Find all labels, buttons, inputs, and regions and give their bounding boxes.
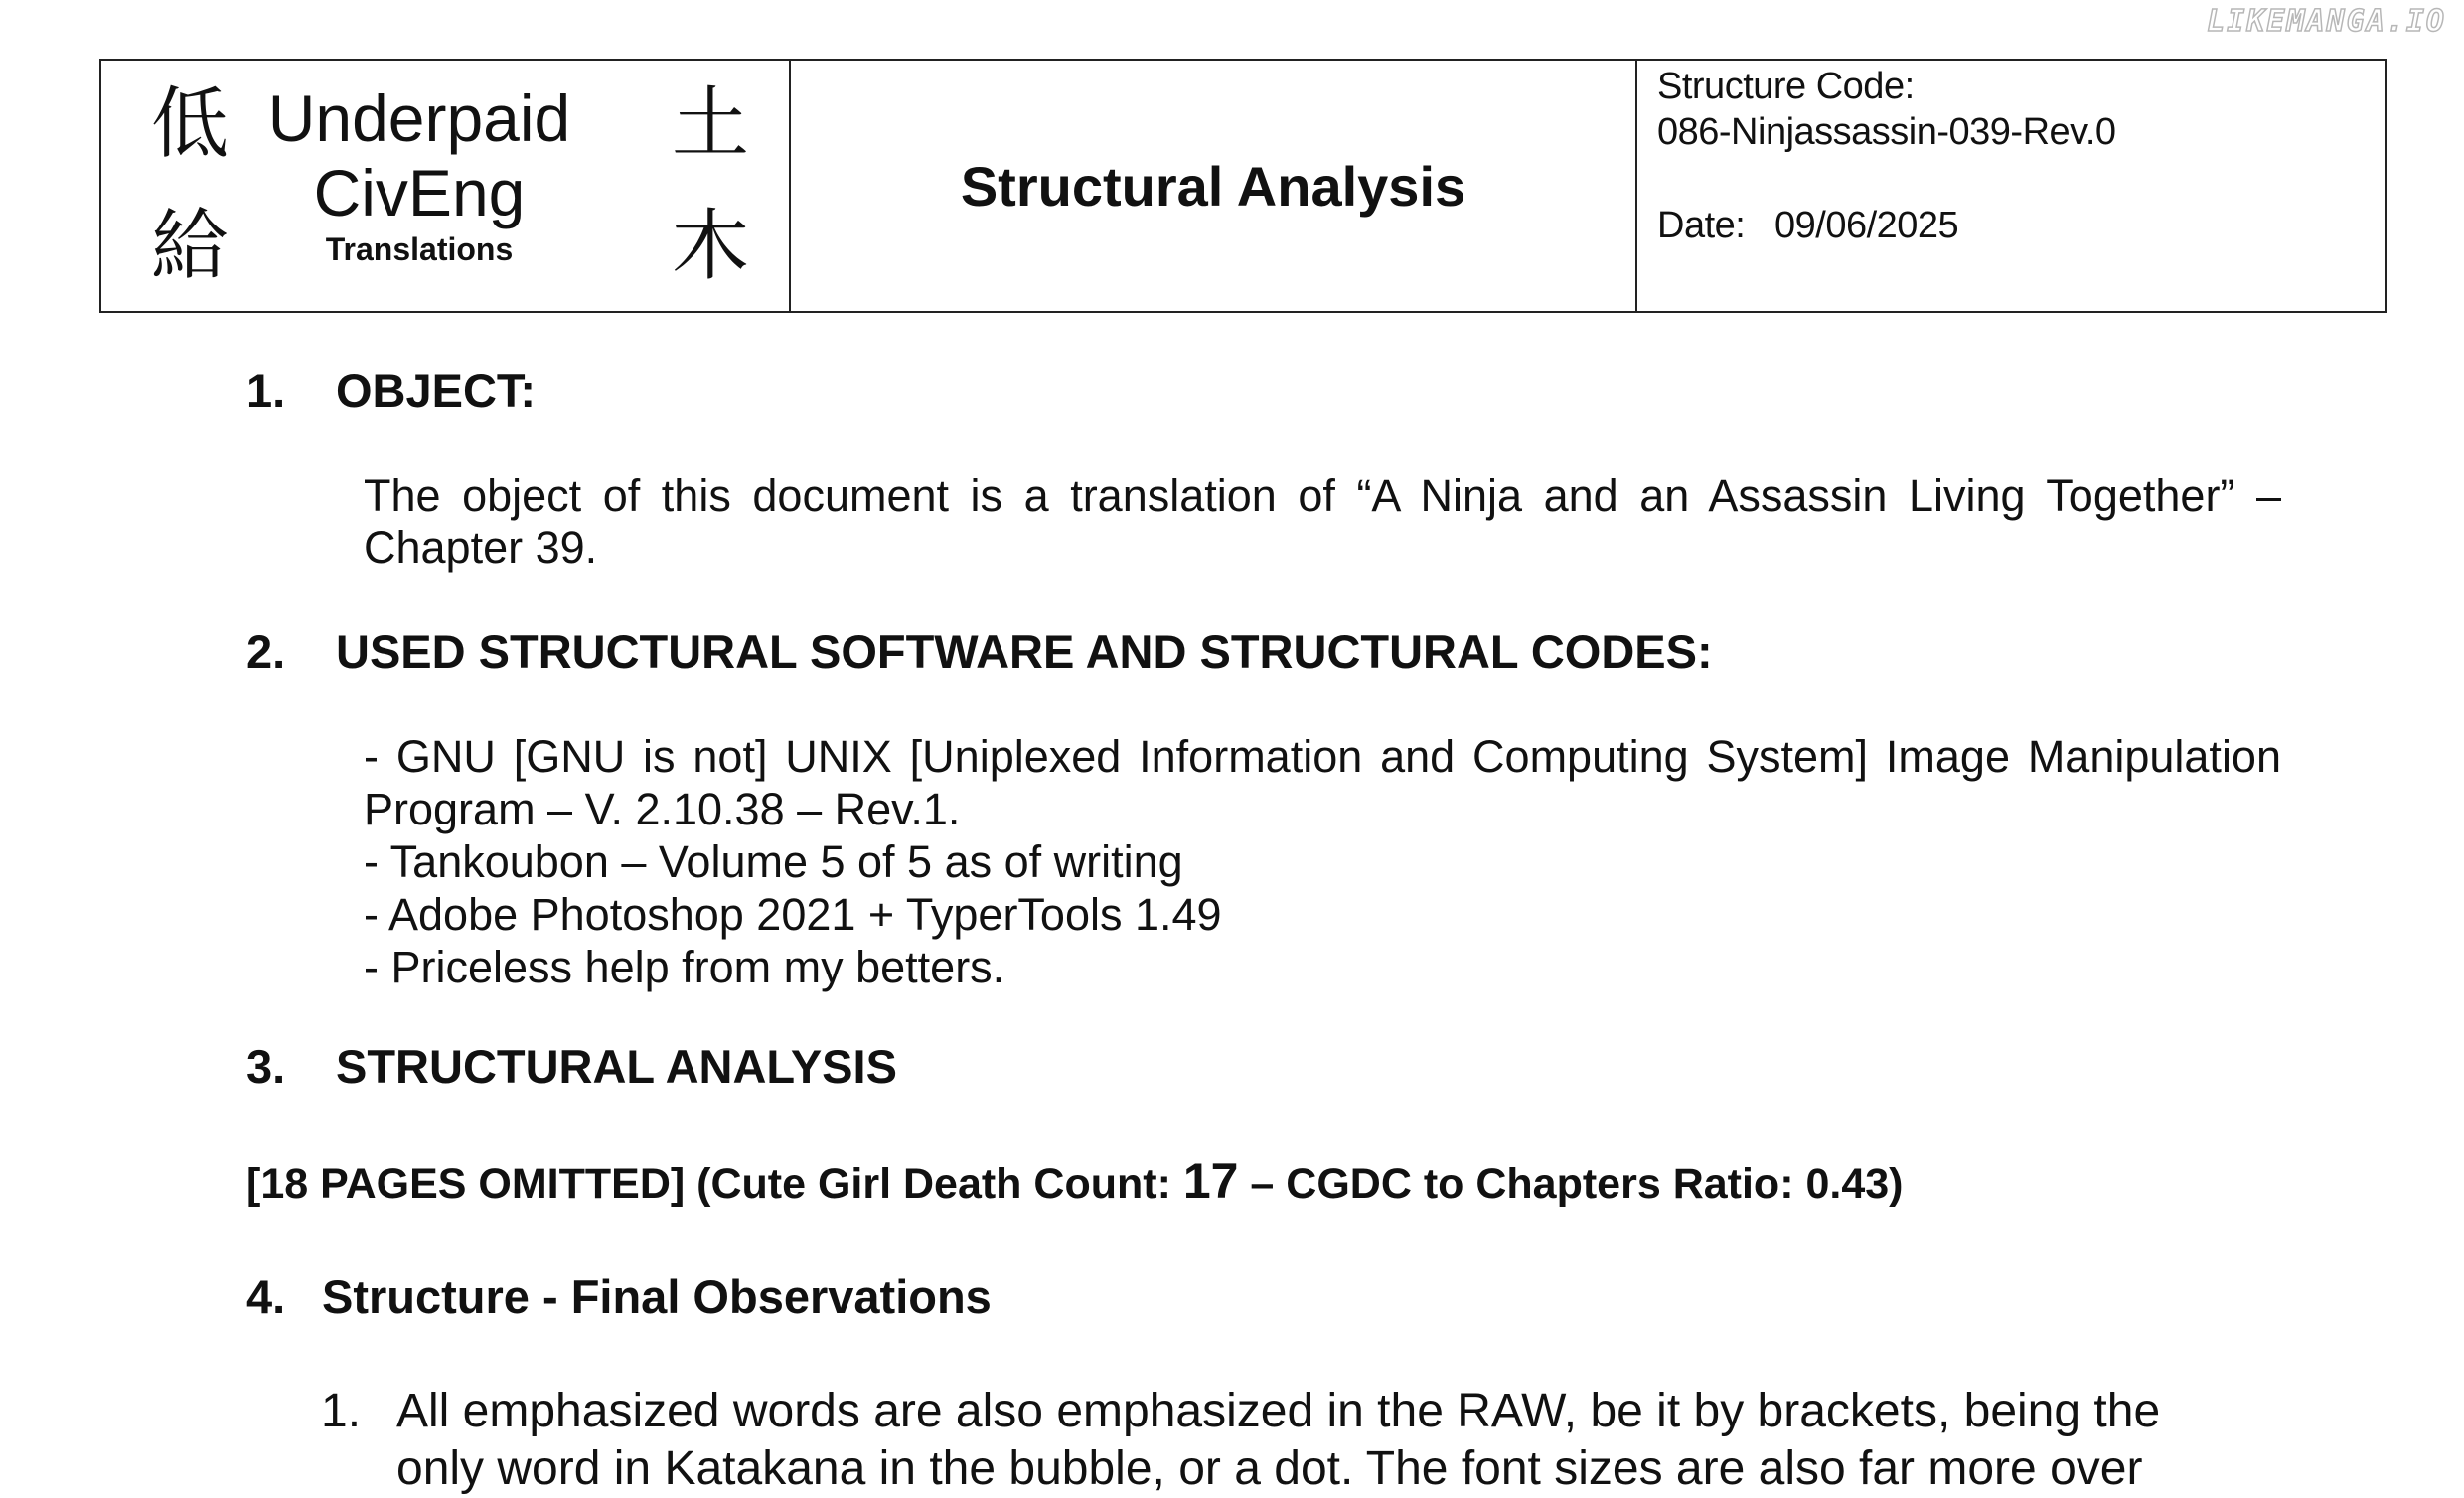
- section-title: OBJECT:: [336, 365, 537, 417]
- kanji-top-left: 低: [151, 79, 230, 169]
- death-count: 17: [1182, 1153, 1239, 1209]
- paragraph-line: The object of this document is a translation of “A Ninja and an Assassin Living Together” –: [364, 470, 2281, 521]
- omitted-pages-note: [246, 1152, 1903, 1210]
- list-item-line: only word in Katakana in the bubble, or a dot. The font sizes are also far more over: [396, 1442, 2143, 1495]
- software-list: [364, 730, 2281, 993]
- logo-line-underpaid: Underpaid: [267, 81, 571, 155]
- kanji-bottom-right: 木: [672, 202, 750, 291]
- kanji-top-right: 土: [672, 79, 750, 169]
- list-item-number: 1.: [321, 1385, 362, 1437]
- object-paragraph: [364, 469, 2281, 574]
- section-heading-software: [246, 624, 1713, 678]
- section-number: 1.: [246, 365, 286, 417]
- structure-code-label: Structure Code:: [1657, 66, 1915, 107]
- document-title: Structural Analysis: [960, 154, 1466, 218]
- date-label: Date:: [1657, 205, 1746, 246]
- list-item: - Priceless help from my betters.: [364, 942, 1005, 992]
- list-item: - GNU [GNU is not] UNIX [Uniplexed Information and Computing System] Image Manipulation: [364, 731, 2281, 782]
- section-title: USED STRUCTURAL SOFTWARE AND STRUCTURAL CODES:: [336, 625, 1713, 677]
- document-header-table: [99, 59, 2387, 313]
- kanji-bottom-left: 給: [151, 202, 230, 291]
- structure-code-value: 086-Ninjassassin-039-Rev.0: [1657, 111, 2116, 153]
- logo-line-civeng: CivEng: [313, 156, 526, 229]
- section-number: 4.: [246, 1271, 286, 1323]
- date-value: 09/06/2025: [1774, 205, 1959, 246]
- title-cell: [791, 61, 1637, 311]
- logo-line-translations: Translations: [325, 231, 514, 267]
- section-heading-analysis: [246, 1039, 897, 1094]
- omitted-prefix: [18 PAGES OMITTED] (Cute Girl Death Count:: [246, 1160, 1183, 1208]
- section-heading-final: [246, 1270, 992, 1324]
- meta-cell: [1637, 61, 2385, 311]
- list-item: - Tankoubon – Volume 5 of 5 as of writing: [364, 836, 1183, 887]
- list-item: Program – V. 2.10.38 – Rev.1.: [364, 784, 961, 834]
- section-number: 3.: [246, 1040, 286, 1093]
- section-heading-object: [246, 364, 536, 418]
- list-item: - Adobe Photoshop 2021 + TyperTools 1.49: [364, 889, 1222, 940]
- section-number: 2.: [246, 625, 286, 677]
- section-title: Structure - Final Observations: [322, 1271, 992, 1323]
- logo-cell: [101, 61, 791, 311]
- omitted-suffix: – CGDC to Chapters Ratio: 0.43): [1238, 1160, 1904, 1208]
- list-item-line: All emphasized words are also emphasized in the RAW, be it by brackets, being the: [396, 1385, 2161, 1437]
- section-title: STRUCTURAL ANALYSIS: [336, 1040, 897, 1093]
- paragraph-line: Chapter 39.: [364, 523, 598, 573]
- watermark-logo: LIKEMANGA.IO: [2207, 4, 2446, 39]
